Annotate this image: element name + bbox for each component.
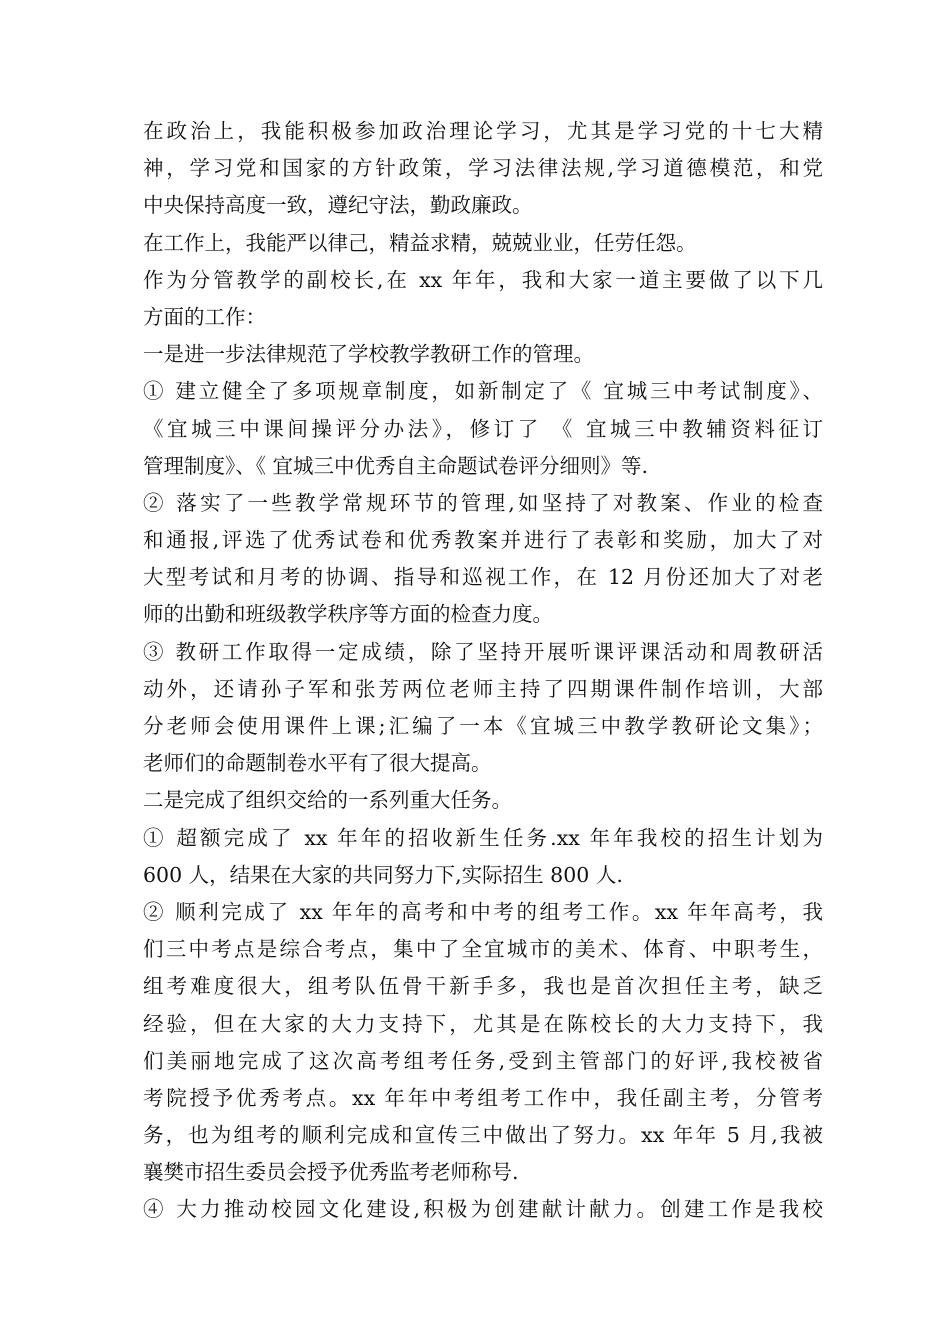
text-line: 考院授予优秀考点。xx 年年中考组考工作中，我任副主考，分管考 [143,1085,823,1110]
text-line: 动外，还请孙子军和张芳两位老师主持了四期课件制作培训，大部 [143,676,823,701]
text-line: 在政治上，我能积极参加政治理论学习，尤其是学习党的十七大精 [143,119,823,143]
text-line: 二是完成了组织交给的一系列重大任务。 [143,788,512,813]
text-line: 大型考试和月考的协调、指导和巡视工作，在 12 月份还加大了对老 [143,565,823,590]
text-line: 们三中考点是综合考点，集中了全宜城市的美术、体育、中职考生， [143,937,823,962]
text-line: 神，学习党和国家的方针政策，学习法律法规,学习道德模范，和党 [143,156,823,181]
document-body [143,113,823,1229]
text-line: 组考难度很大，组考队伍骨干新手多，我也是首次担任主考，缺乏 [143,974,823,999]
text-line: 经验，但在大家的大力支持下，尤其是在陈校长的大力支持下，我 [143,1011,823,1036]
text-line: 务，也为组考的顺利完成和宣传三中做出了努力。xx 年年 5 月,我被 [143,1123,823,1148]
text-line: ② 顺利完成了 xx 年年的高考和中考的组考工作。xx 年年高考，我 [143,899,823,924]
text-line: 《宜城三中课间操评分办法》，修订了 《 宜城三中教辅资料征订 [143,416,823,441]
text-line: ① 超额完成了 xx 年年的招收新生任务.xx 年年我校的招生计划为 [143,825,823,850]
text-line: ③ 教研工作取得一定成绩，除了坚持开展听课评课活动和周教研活 [143,639,823,664]
text-line: 一是进一步法律规范了学校教学教研工作的管理。 [143,342,594,367]
text-line: 在工作上，我能严以律己，精益求精，兢兢业业，任劳任怨。 [143,230,697,255]
text-line: 和通报,评选了优秀试卷和优秀教案并进行了表彰和奖励，加大了对 [143,528,823,553]
text-line: 老师们的命题制卷水平有了很大提高。 [143,751,492,776]
text-line: ① 建立健全了多项规章制度，如新制定了《 宜城三中考试制度》、 [143,379,823,404]
text-line: 中央保持高度一致，遵纪守法，勤政廉政。 [143,193,533,218]
text-line: 师的出勤和班级教学秩序等方面的检查力度。 [143,602,553,627]
text-line: 们美丽地完成了这次高考组考任务,受到主管部门的好评,我校被省 [143,1048,823,1073]
text-line: ② 落实了一些教学常规环节的管理,如坚持了对教案、作业的检查 [143,490,823,515]
text-line: 分老师会使用课件上课;汇编了一本《宜城三中教学教研论文集》； [143,714,823,738]
text-line: 襄樊市招生委员会授予优秀监考老师称号. [143,1160,519,1185]
text-line: 作为分管教学的副校长,在 xx 年年，我和大家一道主要做了以下几 [143,267,823,292]
text-line: 600 人，结果在大家的共同努力下,实际招生 800 人. [143,862,623,887]
text-line: ④ 大力推动校园文化建设,积极为创建献计献力。创建工作是我校 [143,1197,823,1222]
text-line: 方面的工作： [143,304,266,329]
text-line: 管理制度》、《 宜城三中优秀自主命题试卷评分细则》等. [143,453,649,478]
